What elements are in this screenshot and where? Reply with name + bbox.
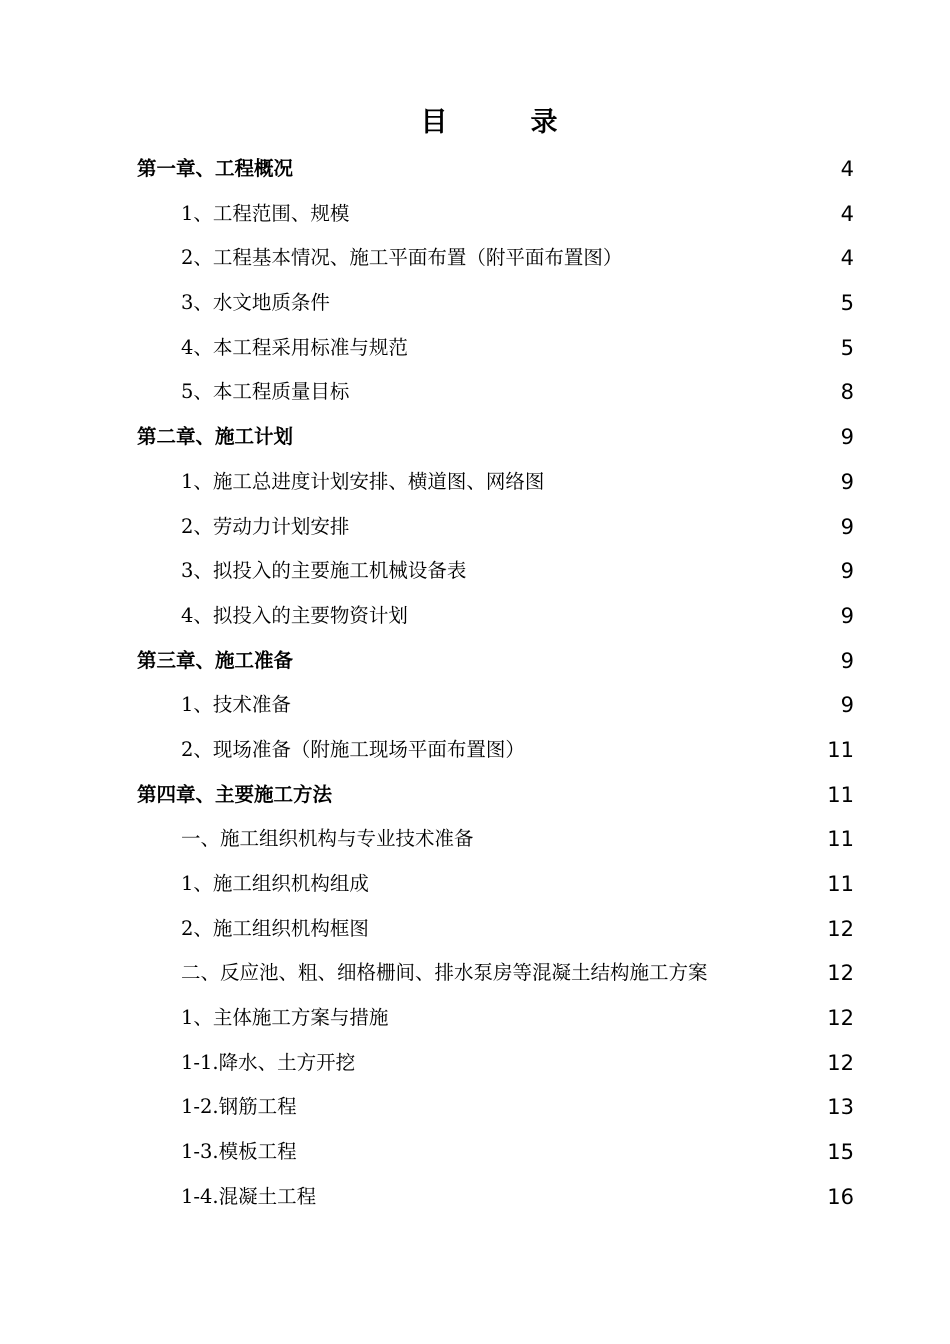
toc-page-number: 13 xyxy=(827,1095,854,1120)
toc-chapter-entry[interactable] xyxy=(0,415,950,460)
toc-section-entry[interactable] xyxy=(0,683,950,728)
toc-entry-title: 二、反应池、粗、细格栅间、排水泵房等混凝土结构施工方案 xyxy=(181,961,708,985)
toc-chapter-entry[interactable] xyxy=(0,147,950,192)
toc-page-number: 8 xyxy=(840,380,854,405)
toc-section-entry[interactable] xyxy=(0,281,950,326)
toc-section-entry[interactable] xyxy=(0,326,950,371)
toc-page-number: 16 xyxy=(827,1184,854,1209)
toc-entry-title: 4、拟投入的主要物资计划 xyxy=(181,603,408,627)
toc-page-number: 11 xyxy=(827,737,854,762)
toc-entry-title: 4、本工程采用标准与规范 xyxy=(181,335,408,359)
toc-page-number: 12 xyxy=(827,916,854,941)
toc-entry-title: 1、工程范围、规模 xyxy=(181,201,350,225)
toc-page-number: 11 xyxy=(827,827,854,852)
toc-section-entry[interactable] xyxy=(0,996,950,1041)
toc-section-entry[interactable] xyxy=(0,907,950,952)
toc-section-entry[interactable] xyxy=(0,817,950,862)
toc-page-number: 9 xyxy=(840,603,854,628)
toc-section-entry[interactable] xyxy=(0,1130,950,1175)
toc-page-number: 11 xyxy=(827,782,854,807)
toc-section-entry[interactable] xyxy=(0,549,950,594)
toc-entry-title: 1、施工总进度计划安排、横道图、网络图 xyxy=(181,469,545,493)
toc-section-entry[interactable] xyxy=(0,370,950,415)
toc-page-number: 12 xyxy=(827,961,854,986)
toc-page-number: 9 xyxy=(840,469,854,494)
toc-section-entry[interactable] xyxy=(0,192,950,237)
toc-page-number: 9 xyxy=(840,514,854,539)
toc-entry-title: 1、技术准备 xyxy=(181,693,291,717)
toc-entry-title: 1、主体施工方案与措施 xyxy=(181,1006,389,1030)
toc-list xyxy=(0,147,950,1220)
toc-section-entry[interactable] xyxy=(0,1085,950,1130)
toc-page-number: 12 xyxy=(827,1050,854,1075)
toc-page-number: 11 xyxy=(827,872,854,896)
page-title: 目 录 xyxy=(420,107,586,138)
toc-entry-title: 一、施工组织机构与专业技术准备 xyxy=(181,827,474,851)
toc-chapter-entry[interactable] xyxy=(0,773,950,818)
toc-entry-title: 1-4.混凝土工程 xyxy=(181,1184,317,1208)
toc-chapter-entry[interactable] xyxy=(0,639,950,684)
toc-entry-title: 1-3.模板工程 xyxy=(181,1140,297,1164)
toc-page-number: 5 xyxy=(840,291,854,316)
toc-entry-title: 2、施工组织机构框图 xyxy=(181,916,369,940)
toc-page-number: 4 xyxy=(840,246,854,271)
toc-section-entry[interactable] xyxy=(0,236,950,281)
toc-entry-title: 1-1.降水、土方开挖 xyxy=(181,1050,356,1074)
toc-page-number: 15 xyxy=(827,1140,854,1165)
toc-section-entry[interactable] xyxy=(0,862,950,907)
toc-page-number: 4 xyxy=(840,201,854,226)
toc-entry-title: 第四章、主要施工方法 xyxy=(137,782,333,806)
toc-page-number: 4 xyxy=(840,157,854,181)
toc-entry-title: 2、劳动力计划安排 xyxy=(181,514,350,538)
toc-page-number: 9 xyxy=(840,559,854,584)
toc-entry-title: 1、施工组织机构组成 xyxy=(181,872,369,895)
toc-section-entry[interactable] xyxy=(0,1041,950,1086)
toc-entry-title: 3、水文地质条件 xyxy=(181,291,330,315)
toc-section-entry[interactable] xyxy=(0,505,950,550)
toc-entry-title: 3、拟投入的主要施工机械设备表 xyxy=(181,559,467,583)
toc-page-number: 5 xyxy=(840,335,854,360)
toc-entry-title: 第一章、工程概况 xyxy=(137,157,294,180)
toc-section-entry[interactable] xyxy=(0,594,950,639)
toc-section-entry[interactable] xyxy=(0,951,950,996)
toc-page-number: 9 xyxy=(840,648,854,673)
toc-page-number: 12 xyxy=(827,1006,854,1031)
toc-section-entry[interactable] xyxy=(0,460,950,505)
toc-page-number: 9 xyxy=(840,425,854,450)
toc-entry-title: 1-2.钢筋工程 xyxy=(181,1095,297,1119)
toc-entry-title: 第二章、施工计划 xyxy=(137,425,294,449)
toc-section-entry[interactable] xyxy=(0,1175,950,1220)
toc-section-entry[interactable] xyxy=(0,728,950,773)
toc-entry-title: 2、工程基本情况、施工平面布置（附平面布置图） xyxy=(181,246,623,270)
toc-entry-title: 5、本工程质量目标 xyxy=(181,380,350,404)
toc-entry-title: 2、现场准备（附施工现场平面布置图） xyxy=(181,737,525,761)
toc-page-number: 9 xyxy=(840,693,854,718)
toc-entry-title: 第三章、施工准备 xyxy=(137,648,294,672)
